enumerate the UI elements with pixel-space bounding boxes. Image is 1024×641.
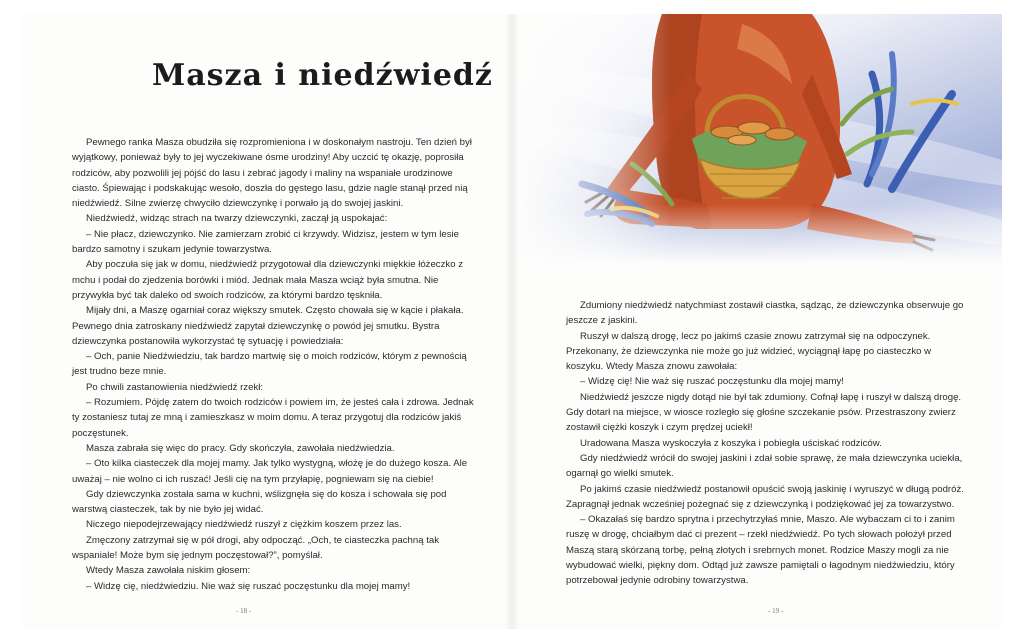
paragraph: Po jakimś czasie niedźwiedź postanowił opuścić swoją jaskinię i wyruszyć w długą podróż. Zapragnął jednak wcześniej pożegnać się z dziewczynką i podziękować jej za towarzystwo. [566, 483, 964, 510]
paragraph: Gdy dziewczynka została sama w kuchni, wślizgnęła się do kosza i schowała się pod warstwą ciasteczek, tak by nie było jej widać. [72, 488, 447, 516]
paragraph: Uradowana Masza wyskoczyła z koszyka i pobiegła uściskać rodziców. [580, 437, 882, 449]
page-title: Masza i niedźwiedź [152, 58, 493, 93]
page-number-right: - 19 - [768, 607, 784, 615]
leaf-blue [892, 94, 952, 189]
left-page [22, 14, 513, 629]
paragraph: Ruszył w dalszą drogę, lecz po jakimś czasie znowu zatrzymał się na odpoczynek. Przekonany, że dziewczynka nie może go już widzieć, wyciągnął łapę po ciasteczko w koszyku. Wtedy Masza znowu zawołała: [566, 330, 932, 373]
paragraph: Pewnego ranka Masza obudziła się rozpromieniona i w doskonałym nastroju. Ten dzień był wyjątkowy, ponieważ były to jej wyczekiwane ósme urodziny! Aby uczcić tę okazję, poprosiła rodziców, aby pozwolili jej pójść do lasu i zebrać jagody i maliny na wspaniałe urodzinowe ciasto. Śpiewając i podskakując wesoło, doszła do gęstego lasu, gdzie nagle stanął przed nią niedźwiedź. Silne zwierzę chwyciło dziewczynkę i porwało ją do swojej jaskini. [72, 137, 472, 210]
paragraph: – Rozumiem. Pójdę zatem do twoich rodziców i powiem im, że jesteś cała i zdrowa. Jednak ty zostaniesz tutaj ze mną i zamieszkasz w moim domu. A teraz przygotuj dla rodziców jakiś poczęstunek. [72, 397, 474, 439]
paragraph: Zdumiony niedźwiedź natychmiast zostawił ciastka, sądząc, że dziewczynka obserwuje go jeszcze z jaskini. [566, 300, 964, 327]
paragraph: Niedźwiedź, widząc strach na twarzy dziewczynki, zaczął ją uspokajać: [86, 213, 388, 225]
paragraph: Zmęczony zatrzymał się w pół drogi, aby odpocząć. „Och, te ciasteczka pachną tak wspaniale! Może bym się jednym poczęstował?”, pomyślał. [72, 534, 439, 562]
paragraph: Niczego niepodejrzewający niedźwiedź ruszył z ciężkim koszem przez las. [86, 519, 402, 531]
leaf-green [842, 89, 892, 124]
book-gutter [505, 14, 519, 629]
right-page-text [566, 298, 966, 589]
paragraph: Gdy niedźwiedź wrócił do swojej jaskini i zdał sobie sprawę, że mała dziewczynka uciekła, ogarnął go wielki smutek. [566, 452, 963, 480]
paragraph: – Och, panie Niedźwiedziu, tak bardzo martwię się o moich rodziców, którym z pewnością jest trudno beze mnie. [72, 351, 467, 378]
illustration-fade-bottom [512, 204, 1002, 264]
paragraph: – Oto kilka ciasteczek dla mojej mamy. Jak tylko wystygną, włożę je do dużego kosza. Ale uważaj – nie wolno ci ich ruszać! Jeśli cię na tym przyłapię, pogniewam się na ciebie! [72, 458, 468, 485]
paragraph: – Widzę cię, niedźwiedziu. Nie waż się ruszać poczęstunku dla mojej mamy! [86, 580, 411, 592]
cookie [765, 128, 795, 140]
paragraph: – Nie płacz, dziewczynko. Nie zamierzam zrobić ci krzywdy. Widzisz, jestem w tym lesie bardzo samotny i szukam jedynie towarzystwa. [72, 228, 459, 256]
paragraph: Aby poczuła się jak w domu, niedźwiedź przygotował dla dziewczynki miękkie łóżeczko z mchu i podał do zjedzenia borówki i miód. Jednak mała Masza wciąż była smutna. Nie przywykła być tak daleko od swoich rodziców, za którymi bardzo tęskniła. [72, 259, 463, 301]
cookie [728, 135, 756, 145]
page-number-left: - 18 - [236, 607, 252, 615]
paragraph: – Widzę cię! Nie waż się ruszać poczęstunku dla mojej mamy! [580, 376, 844, 388]
paragraph: Masza zabrała się więc do pracy. Gdy skończyła, zawołała niedźwiedzia. [86, 442, 395, 454]
paragraph: Wtedy Masza zawołała niskim głosem: [86, 565, 251, 577]
paragraph: – Okazałaś się bardzo sprytna i przechytrzyłaś mnie, Maszo. Ale wybaczam ci to i zanim ruszę w drogę, chciałbym dać ci prezent – rzekł niedźwiedź. Po tych słowach położył przed Maszą starą skórzaną torbę, pełną złotych i srebrnych monet. Rodzice Maszy mogli za nie wybudować wielki, piękny dom. Odtąd już zawsze pamiętali o łagodnym niedźwiedziu, który potrzebował jedynie odrobiny towarzystwa. [566, 514, 955, 587]
paragraph: Mijały dni, a Maszę ogarniał coraz większy smutek. Często chowała się w kącie i płakała. Pewnego dnia zatroskany niedźwiedź zapytał dziewczynkę o powód jej smutku. Bystra dziewczynka postanowiła wykorzystać tę sytuację i powiedziała: [72, 305, 464, 347]
leaf-yellow [912, 100, 957, 104]
paragraph: Niedźwiedź jeszcze nigdy dotąd nie był tak zdumiony. Cofnął łapę i ruszył w dalszą drogę. Gdy dotarł na miejsce, w wiosce rozległo się głośne szczekanie psów. Przestraszony zwierz zostawił ciężki koszyk i czym prędzej uciekł! [566, 391, 962, 434]
paragraph: Po chwili zastanowienia niedźwiedź rzekł: [86, 381, 264, 393]
left-page-text [72, 135, 482, 594]
bear-with-basket-illustration [512, 14, 1002, 264]
